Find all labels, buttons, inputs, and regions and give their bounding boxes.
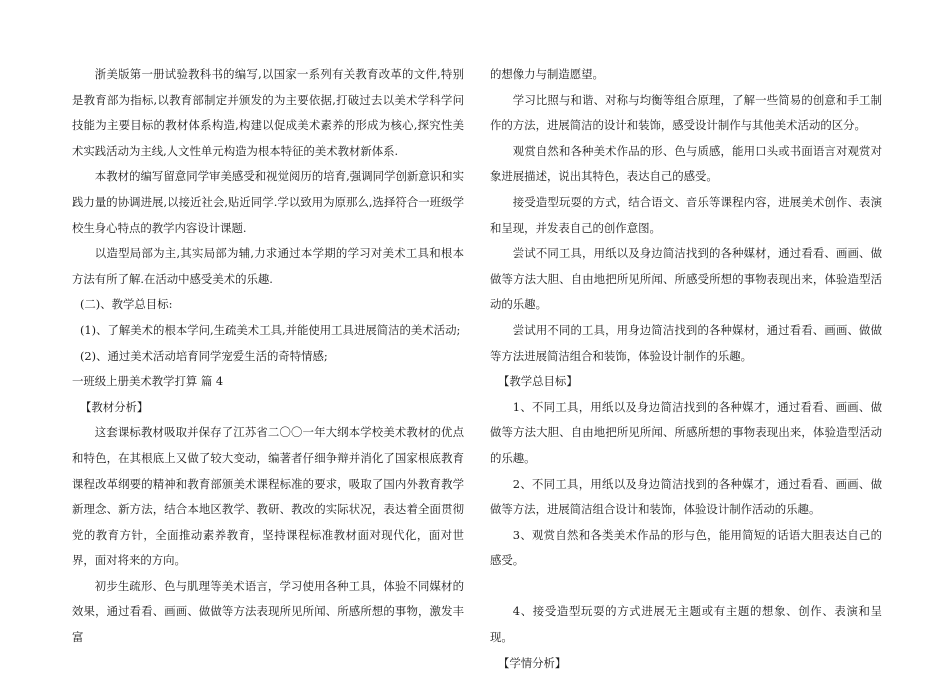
- paragraph: 这套课标教材吸取并保存了江苏省二〇〇一年大纲本学校美术教材的优点和特色，在其根底上又做了较大变动，编著者仔细争辩并消化了国家根底教育课程改革纲要的精神和教育部颁美术课程标准的要求，吸取了国内外教育教学新理念、新方法，结合本地区教学、教研、教改的实际状况，表达着全面贯彻党的教育方针，全面推动素养教育，坚持课程标准教材面对现代化，面对世界，面对将来的方向。: [72, 425, 464, 568]
- left-column: [72, 62, 464, 651]
- paragraph: 尝试不同工具，用纸以及身边简洁找到的各种媒材，通过看看、画画、做做等方法大胆、自由地把所见所闻、所感受所想的事物表现出来，体验造型活动的乐趣。: [490, 246, 882, 312]
- paragraph: 学习比照与和谐、对称与均衡等组合原理，了解一些简易的创意和手工制作的方法，进展简洁的设计和装饰，感受设计制作与其他美术活动的区分。: [490, 92, 882, 133]
- section-heading: 【学情分析】: [497, 655, 567, 670]
- paragraph: 初步生疏形、色与肌理等美术语言，学习使用各种工具，体验不同媒材的效果，通过看看、画画、做做等方法表现所见所闻、所感所想的事物，激发丰富: [72, 578, 464, 645]
- paragraph: 浙美版第一册试验教科书的编写,以国家一系列有关教育改革的文件,特别是教育部为指标,以教育部制定并颁发的为主要依据,打破过去以美术学科学问技能为主要目标的教材体系构造,构建以促成美术素养的形成为核心,探究性美术实践活动为主线,人文性单元构造为根本特征的美术教材新体系.: [72, 67, 464, 158]
- article-title: 一班级上册美术教学打算 篇 4: [72, 374, 224, 389]
- blank-line: [490, 574, 882, 600]
- list-item: (2)、通过美术活动培育同学宠爱生活的奇特情感;: [79, 348, 328, 363]
- list-item: 4、接受造型玩耍的方式进展无主题或有主题的想象、创作、表演和呈现。: [490, 604, 882, 645]
- list-item: (1)、了解美术的根本学问,生疏美术工具,并能使用工具进展简洁的美术活动;: [79, 322, 461, 337]
- paragraph: 接受造型玩耍的方式，结合语文、音乐等课程内容，进展美术创作、表演和呈现，并发表自己的创作意图。: [490, 194, 882, 235]
- list-item: 2、不同工具，用纸以及身边简洁找到的各种媒才，通过看看、画画、做做等方法，进展简洁组合设计和装饰，体验设计制作活动的乐趣。: [490, 476, 882, 517]
- paragraph: 本教材的编写留意同学审美感受和视觉阅历的培育,强调同学创新意识和实践力量的协调进展,以接近社会,贴近同学.学以致用为原那么,选择符合一班级学校生身心特点的教学内容设计课题.: [72, 169, 464, 235]
- list-item: 1、不同工具，用纸以及身边简洁找到的各种媒才，通过看看、画画、做做等方法大胆、自由地把所见所闻、所感所想的事物表现出来，体验造型活动的乐趣。: [490, 399, 882, 465]
- list-item: 3、观赏自然和各类美术作品的形与色，能用简短的话语大胆表达自己的感受。: [490, 527, 882, 568]
- section-heading: 【教学总目标】: [497, 374, 578, 389]
- paragraph: 以造型局部为主,其实局部为辅,力求通过本学期的学习对美术工具和根本方法有所了解.在活动中感受美术的乐趣.: [72, 246, 464, 286]
- section-heading: (二)、教学总目标:: [79, 297, 173, 312]
- section-heading: 【教材分析】: [79, 399, 149, 414]
- paragraph: 尝试用不同的工具，用身边简洁找到的各种媒材，通过看看、画画、做做等方法进展简洁组合和装饰，体验设计制作的乐趣。: [490, 322, 882, 363]
- paragraph: 观赏自然和各种美术作品的形、色与质感，能用口头或书面语言对观赏对象进展描述，说出其特色，表达自己的感受。: [490, 143, 882, 184]
- paragraph: 的想像力与制造愿望。: [490, 67, 604, 81]
- right-column: [490, 62, 882, 676]
